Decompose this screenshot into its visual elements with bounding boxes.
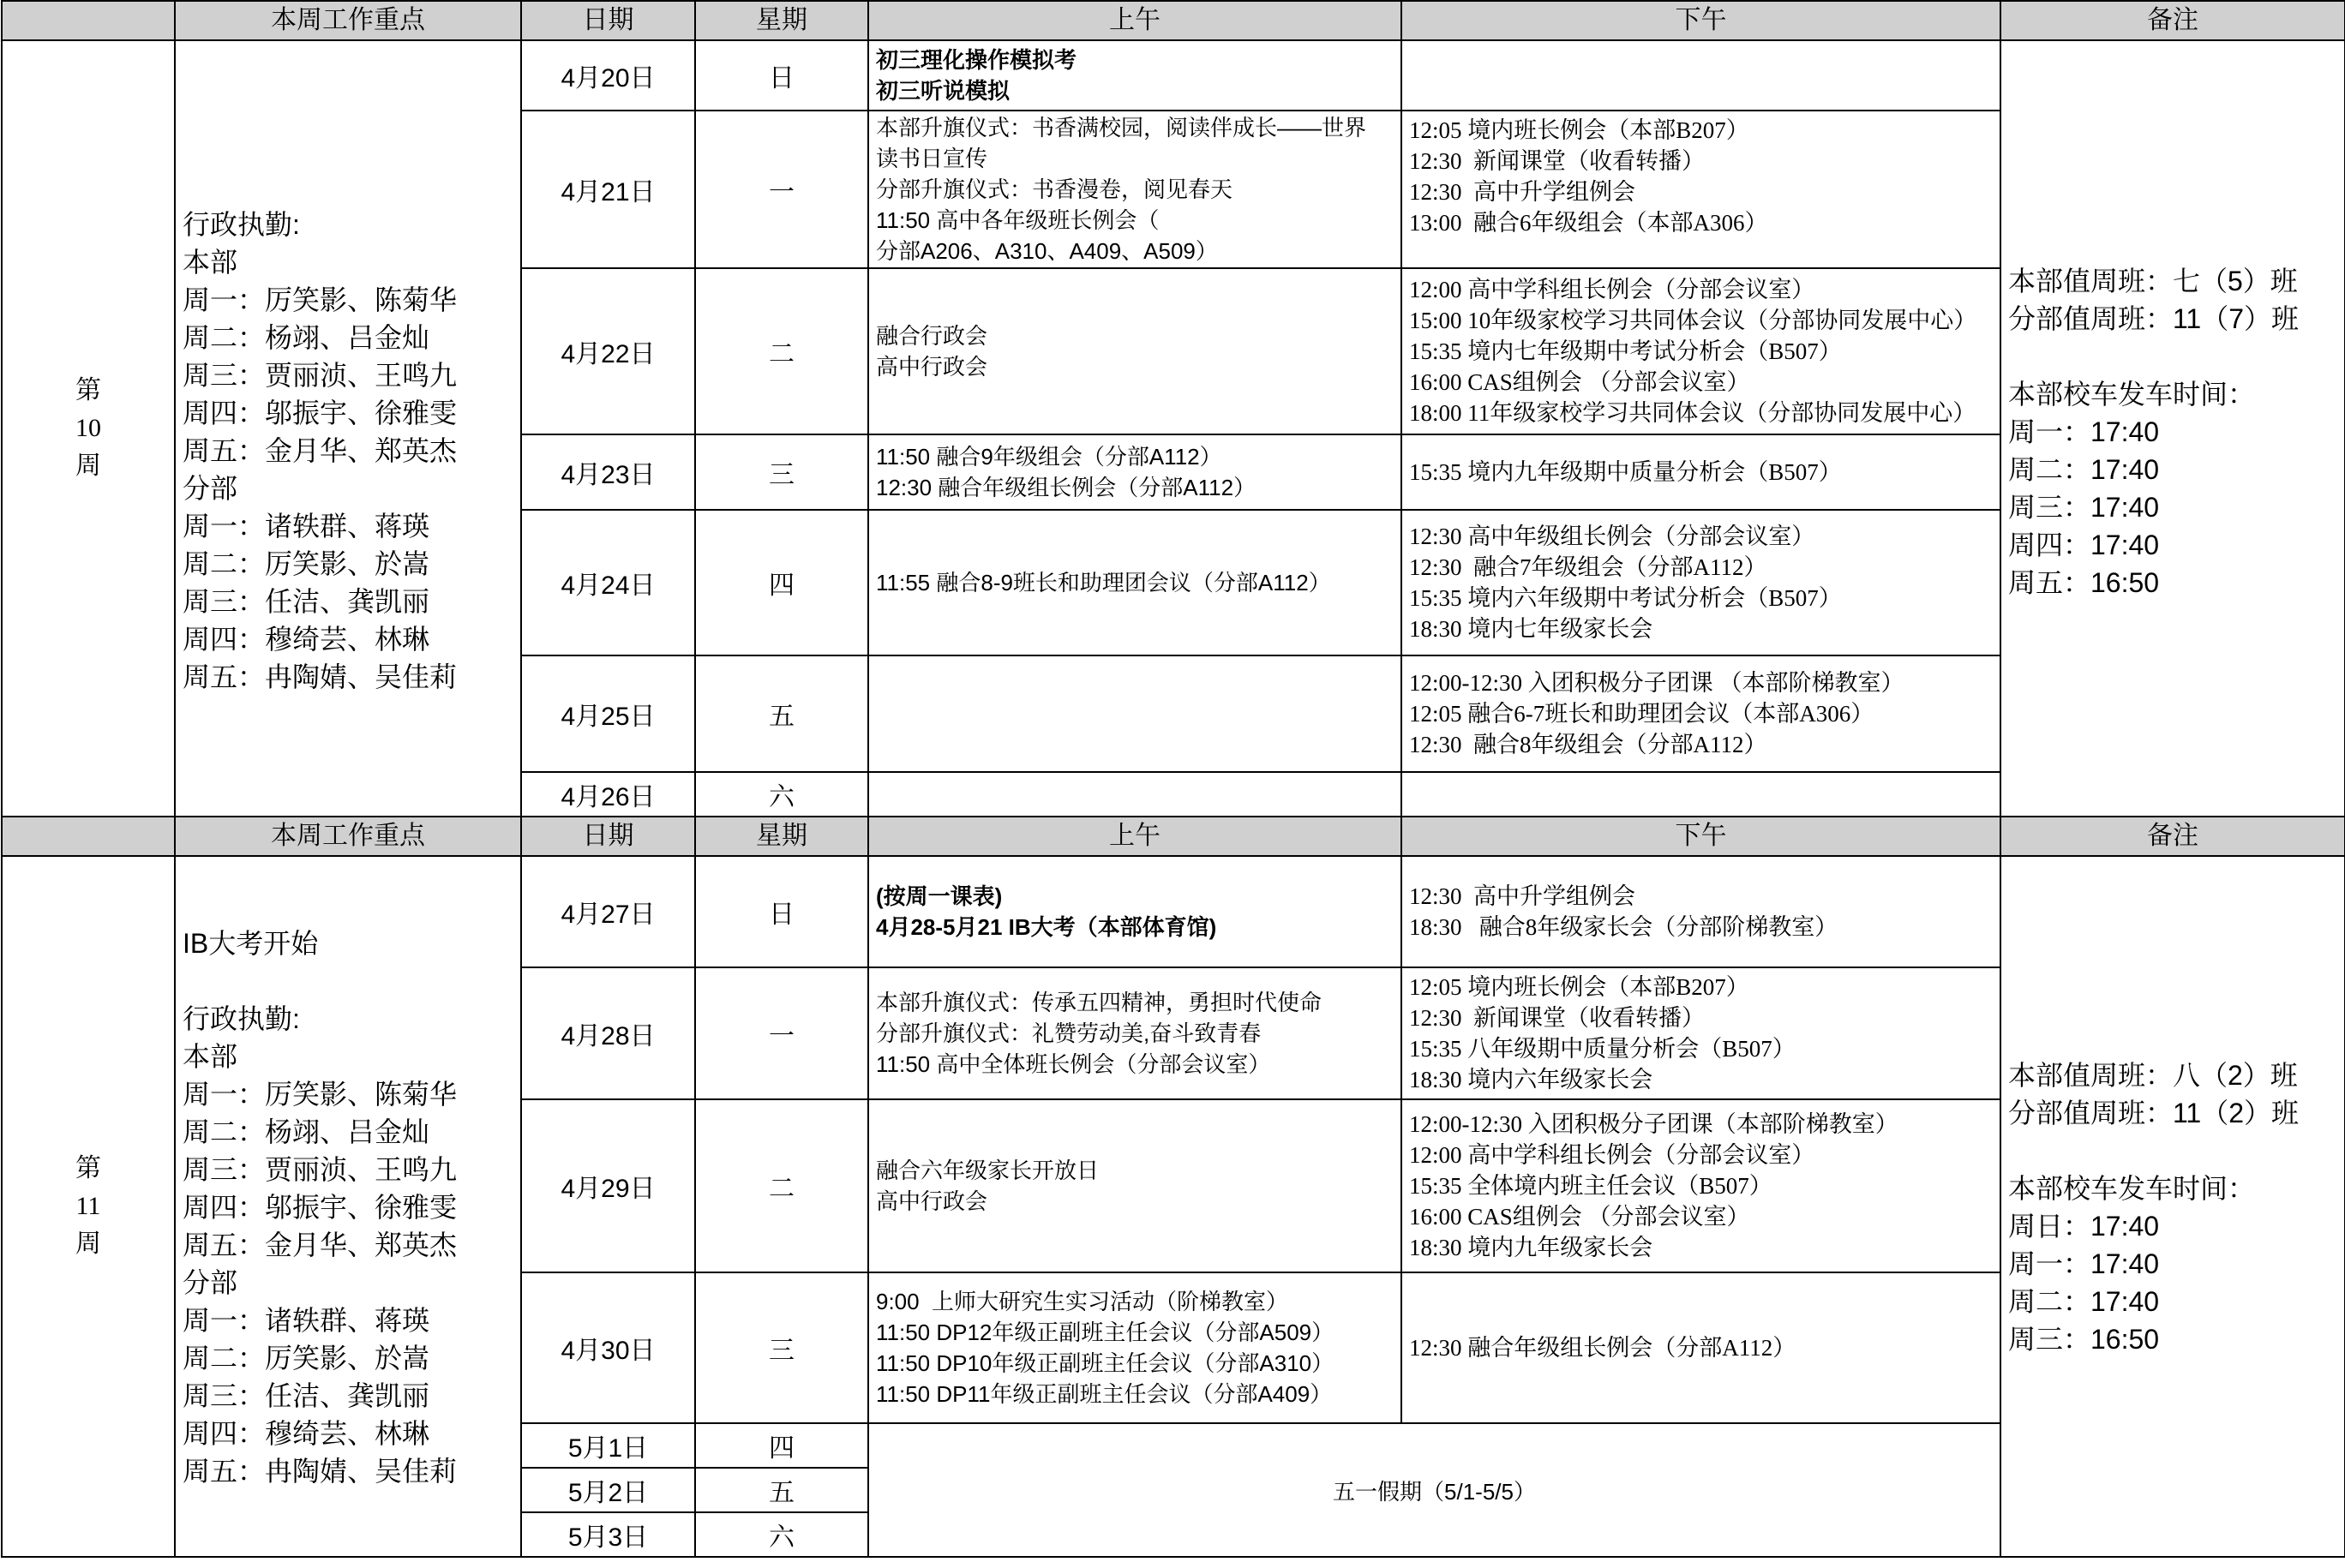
table-row <box>2 40 2345 111</box>
date-cell: 4月21日 <box>521 111 695 268</box>
header-note: 备注 <box>2000 817 2345 856</box>
morning-cell: 本部升旗仪式：传承五四精神，勇担时代使命 分部升旗仪式：礼赞劳动美,奋斗致青春 11:50 高中全体班长例会（分部会议室） <box>868 967 1401 1099</box>
date-cell: 4月23日 <box>521 434 695 510</box>
header-focus: 本周工作重点 <box>175 1 521 40</box>
header-date: 日期 <box>521 1 695 40</box>
weekday-cell: 三 <box>695 434 868 510</box>
morning-cell: 9:00 上师大研究生实习活动（阶梯教室） 11:50 DP12年级正副班主任会议（分部A509） 11:50 DP10年级正副班主任会议（分部A310） 11:50 DP11年级正副班主任会议（分部A409） <box>868 1272 1401 1423</box>
date-cell: 4月26日 <box>521 772 695 817</box>
header-pm: 下午 <box>1401 817 2000 856</box>
weekday-cell: 二 <box>695 268 868 434</box>
morning-cell: 融合行政会 高中行政会 <box>868 268 1401 434</box>
weekday-cell: 四 <box>695 510 868 655</box>
header-blank <box>2 817 175 856</box>
morning-cell: 本部升旗仪式：书香满校园，阅读伴成长——世界 读书日宣传 分部升旗仪式：书香漫卷，阅见春天 11:50 高中各年级班长例会（ 分部A206、A310、A409、A509） <box>868 111 1401 268</box>
afternoon-cell <box>1401 772 2000 817</box>
morning-cell <box>868 655 1401 772</box>
afternoon-cell: 12:00-12:30 入团积极分子团课 （本部阶梯教室） 12:05 融合6-7班长和助理团会议（本部A306） 12:30 融合8年级组会（分部A112） <box>1401 655 2000 772</box>
weekday-cell: 日 <box>695 856 868 967</box>
weekday-cell: 四 <box>695 1423 868 1468</box>
header-am: 上午 <box>868 817 1401 856</box>
date-cell: 5月1日 <box>521 1423 695 1468</box>
weekday-cell: 六 <box>695 1512 868 1557</box>
afternoon-cell: 15:35 境内九年级期中质量分析会（B507） <box>1401 434 2000 510</box>
holiday-cell: 五一假期（5/1-5/5） <box>868 1423 2000 1557</box>
afternoon-cell <box>1401 40 2000 111</box>
morning-cell: 初三理化操作模拟考 初三听说模拟 <box>868 40 1401 111</box>
header-am: 上午 <box>868 1 1401 40</box>
header-day: 星期 <box>695 1 868 40</box>
weekday-cell: 六 <box>695 772 868 817</box>
weekday-cell: 一 <box>695 111 868 268</box>
table-row <box>2 856 2345 967</box>
header-row-week-11 <box>2 817 2345 856</box>
weekday-cell: 二 <box>695 1099 868 1272</box>
morning-cell <box>868 772 1401 817</box>
header-blank <box>2 1 175 40</box>
week-note-11: 本部值周班：八（2）班 分部值周班：11（2）班 本部校车发车时间： 周日：17:40 周一：17:40 周二：17:40 周三：16:50 <box>2000 856 2345 1557</box>
weekday-cell: 一 <box>695 967 868 1099</box>
week-label-10: 第 10 周 <box>2 40 175 817</box>
date-cell: 4月25日 <box>521 655 695 772</box>
afternoon-cell: 12:30 高中升学组例会 18:30 融合8年级家长会（分部阶梯教室） <box>1401 856 2000 967</box>
morning-cell: 融合六年级家长开放日 高中行政会 <box>868 1099 1401 1272</box>
afternoon-cell: 12:00 高中学科组长例会（分部会议室） 15:00 10年级家校学习共同体会议（分部协同发展中心） 15:35 境内七年级期中考试分析会（B507） 16:00 CAS组例会 （分部会议室） 18:00 11年级家校学习共同体会议（分部协同发展中心） <box>1401 268 2000 434</box>
date-cell: 5月3日 <box>521 1512 695 1557</box>
afternoon-cell: 12:05 境内班长例会（本部B207） 12:30 新闻课堂（收看转播） 12:30 高中升学组例会 13:00 融合6年级组会（本部A306） <box>1401 111 2000 268</box>
date-cell: 4月22日 <box>521 268 695 434</box>
morning-cell: 11:50 融合9年级组会（分部A112） 12:30 融合年级组长例会（分部A112） <box>868 434 1401 510</box>
afternoon-cell: 12:30 高中年级组长例会（分部会议室） 12:30 融合7年级组会（分部A112） 15:35 境内六年级期中考试分析会（B507） 18:30 境内七年级家长会 <box>1401 510 2000 655</box>
header-date: 日期 <box>521 817 695 856</box>
week-note-10: 本部值周班：七（5）班 分部值周班：11（7）班 本部校车发车时间： 周一：17:40 周二：17:40 周三：17:40 周四：17:40 周五：16:50 <box>2000 40 2345 817</box>
week-focus-11: IB大考开始 行政执勤: 本部 周一：厉笑影、陈菊华 周二：杨翊、吕金灿 周三：贾丽浈、王鸣九 周四：邬振宇、徐雅雯 周五：金月华、郑英杰 分部 周一：诸轶群、蒋瑛 周二：厉笑影、於嵩 周三：任洁、龚凯丽 周四：穆绮芸、林琳 周五：冉陶婧、吴佳莉 <box>175 856 521 1557</box>
header-focus: 本周工作重点 <box>175 817 521 856</box>
week-label-11: 第 11 周 <box>2 856 175 1557</box>
date-cell: 4月20日 <box>521 40 695 111</box>
date-cell: 4月28日 <box>521 967 695 1099</box>
header-note: 备注 <box>2000 1 2345 40</box>
week-focus-10: 行政执勤: 本部 周一：厉笑影、陈菊华 周二：杨翊、吕金灿 周三：贾丽浈、王鸣九 周四：邬振宇、徐雅雯 周五：金月华、郑英杰 分部 周一：诸轶群、蒋瑛 周二：厉笑影、於嵩 周三：任洁、龚凯丽 周四：穆绮芸、林琳 周五：冉陶婧、吴佳莉 <box>175 40 521 817</box>
weekday-cell: 三 <box>695 1272 868 1423</box>
afternoon-cell: 12:05 境内班长例会（本部B207） 12:30 新闻课堂（收看转播） 15:35 八年级期中质量分析会（B507） 18:30 境内六年级家长会 <box>1401 967 2000 1099</box>
date-cell: 4月27日 <box>521 856 695 967</box>
header-day: 星期 <box>695 817 868 856</box>
afternoon-cell: 12:30 融合年级组长例会（分部A112） <box>1401 1272 2000 1423</box>
date-cell: 4月24日 <box>521 510 695 655</box>
date-cell: 4月30日 <box>521 1272 695 1423</box>
afternoon-cell: 12:00-12:30 入团积极分子团课（本部阶梯教室） 12:00 高中学科组长例会（分部会议室） 15:35 全体境内班主任会议（B507） 16:00 CAS组例会 （分部会议室） 18:30 境内九年级家长会 <box>1401 1099 2000 1272</box>
morning-cell: 11:55 融合8-9班长和助理团会议（分部A112） <box>868 510 1401 655</box>
date-cell: 5月2日 <box>521 1468 695 1512</box>
header-row-week-10 <box>2 1 2345 40</box>
weekday-cell: 五 <box>695 655 868 772</box>
morning-cell: (按周一课表) 4月28-5月21 IB大考（本部体育馆) <box>868 856 1401 967</box>
weekday-cell: 日 <box>695 40 868 111</box>
schedule-table <box>1 0 2345 1558</box>
weekday-cell: 五 <box>695 1468 868 1512</box>
header-pm: 下午 <box>1401 1 2000 40</box>
date-cell: 4月29日 <box>521 1099 695 1272</box>
